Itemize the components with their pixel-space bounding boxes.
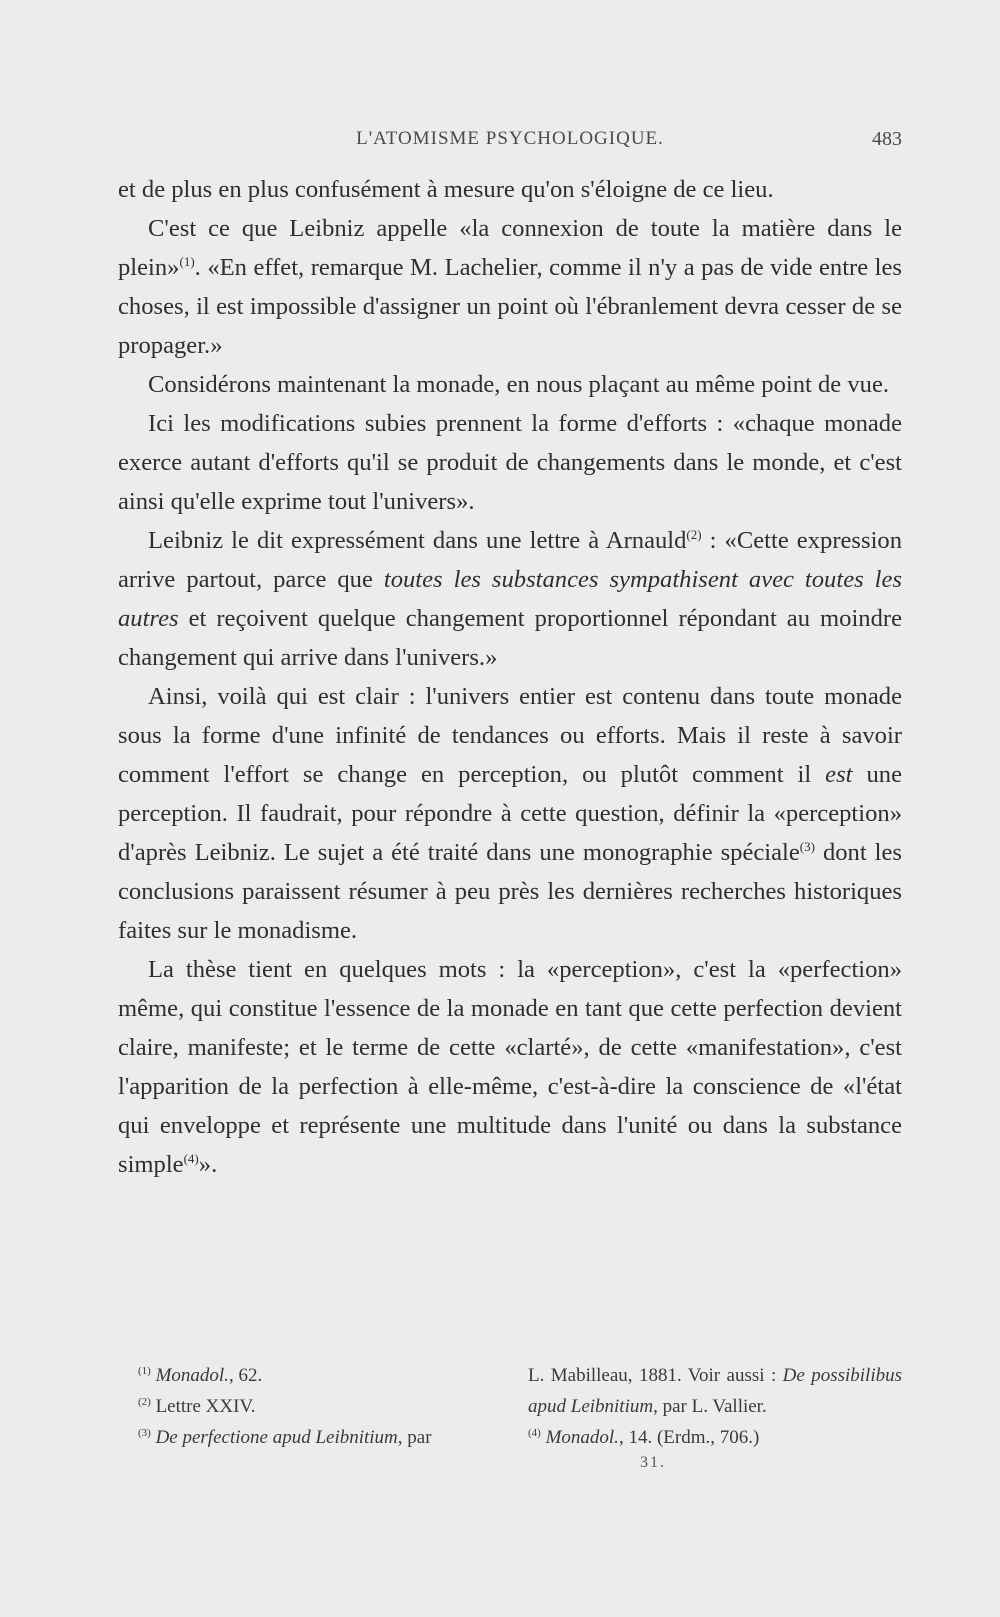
footnote-2-marker: (2) [138,1396,151,1408]
paragraph-3-text: Considérons maintenant la monade, en nous plaçant au même point de vue. [148,371,890,398]
footnote-4-text: , 14. (Erdm., 706.) [618,1427,760,1448]
paragraph-7 [118,950,902,1184]
paragraph-5-text-c: et reçoivent quelque changement proportionnel répondant au moindre changement qui arrive dans l'univers.» [118,605,902,671]
paragraph-5-text-b: : «Cette expression arrive partout, parce que [118,527,902,593]
footnote-3-cont-italic: De possibilibus apud Leibnitium [528,1365,902,1417]
footnotes-left-column [138,1360,478,1453]
paragraph-1-text: et de plus en plus confusément à mesure qu'on s'éloigne de ce lieu. [118,176,774,203]
footnote-3-text: , par [397,1427,432,1448]
footnote-ref-3: (3) [799,839,815,854]
footnote-2-text: Lettre XXIV. [155,1396,256,1417]
footnote-1-marker: (1) [138,1365,151,1377]
signature-mark: 31. [640,1454,666,1471]
footnote-3-cont-text-a: L. Mabilleau, 1881. Voir aussi : [528,1365,783,1386]
footnote-4 [528,1422,902,1453]
paragraph-6-italic: est [825,761,853,788]
paragraph-4 [118,404,902,521]
footnote-3 [138,1422,478,1453]
paragraph-6-text-a: Ainsi, voilà qui est clair : l'univers entier est contenu dans toute monade sous la forme d'une infinité de tendances ou efforts. Mais il reste à savoir comment l'effort se change en perception, ou plutôt comment il [118,683,902,788]
paragraph-2-text-a: C'est ce que Leibniz appelle «la connexion de toute la matière dans le plein» [118,215,902,281]
footnote-4-italic: Monadol. [545,1427,619,1448]
running-title: L'ATOMISME PSYCHOLOGIQUE. [356,128,664,149]
paragraph-3 [118,365,902,404]
paragraph-1 [118,170,902,209]
page-header [118,128,902,158]
paragraph-5-italic: toutes les substances sympathisent avec toutes les autres [118,566,902,632]
footnote-4-marker: (4) [528,1427,541,1439]
paragraph-6 [118,677,902,950]
footnote-3-continued [528,1360,902,1422]
footnote-1-text: , 62. [228,1365,263,1386]
footnote-1 [138,1360,478,1391]
page-number: 483 [872,128,902,150]
paragraph-7-text-b: ». [198,1151,218,1178]
footnote-3-italic: De perfectione apud Leibnitium [155,1427,398,1448]
paragraph-7-text-a: La thèse tient en quelques mots : la «perception», c'est la «perfection» même, qui constitue l'essence de la monade en tant que cette perfection devient claire, manifeste; et le terme de cette «clarté», de cette «manifestation», c'est l'apparition de la perfection à elle-même, c'est-à-dire la conscience de «l'état qui enveloppe et représente une multitude dans l'unité ou dans la substance simple [118,956,902,1178]
paragraph-6-text-c: dont les conclusions paraissent résumer à peu près les dernières recherches historiques faites sur le monadisme. [118,839,902,944]
footnote-2 [138,1391,478,1422]
footnote-ref-4: (4) [183,1151,199,1166]
footnote-1-italic: Monadol. [155,1365,229,1386]
paragraph-2 [118,209,902,365]
footnote-3-marker: (3) [138,1427,151,1439]
paragraph-4-text: Ici les modifications subies prennent la forme d'efforts : «chaque monade exerce autant d'efforts qu'il se produit de changements dans le monde, et c'est ainsi qu'elle exprime tout l'univers». [118,410,902,515]
footnotes-right-column [528,1360,902,1453]
footnote-3-cont-text-b: , par L. Vallier. [653,1396,767,1417]
paragraph-6-text-b: une perception. Il faudrait, pour répondre à cette question, définir la «perception» d'après Leibniz. Le sujet a été traité dans une monographie spéciale [118,761,902,866]
footnote-ref-1: (1) [179,254,195,269]
paragraph-5 [118,521,902,677]
paragraph-5-text-a: Leibniz le dit expressément dans une lettre à Arnauld [148,527,687,554]
body-text [118,170,902,1184]
footnote-ref-2: (2) [686,527,702,542]
paragraph-2-text-b: . «En effet, remarque M. Lachelier, comme il n'y a pas de vide entre les choses, il est impossible d'assigner un point où l'ébranlement devra cesser de se propager.» [118,254,902,359]
